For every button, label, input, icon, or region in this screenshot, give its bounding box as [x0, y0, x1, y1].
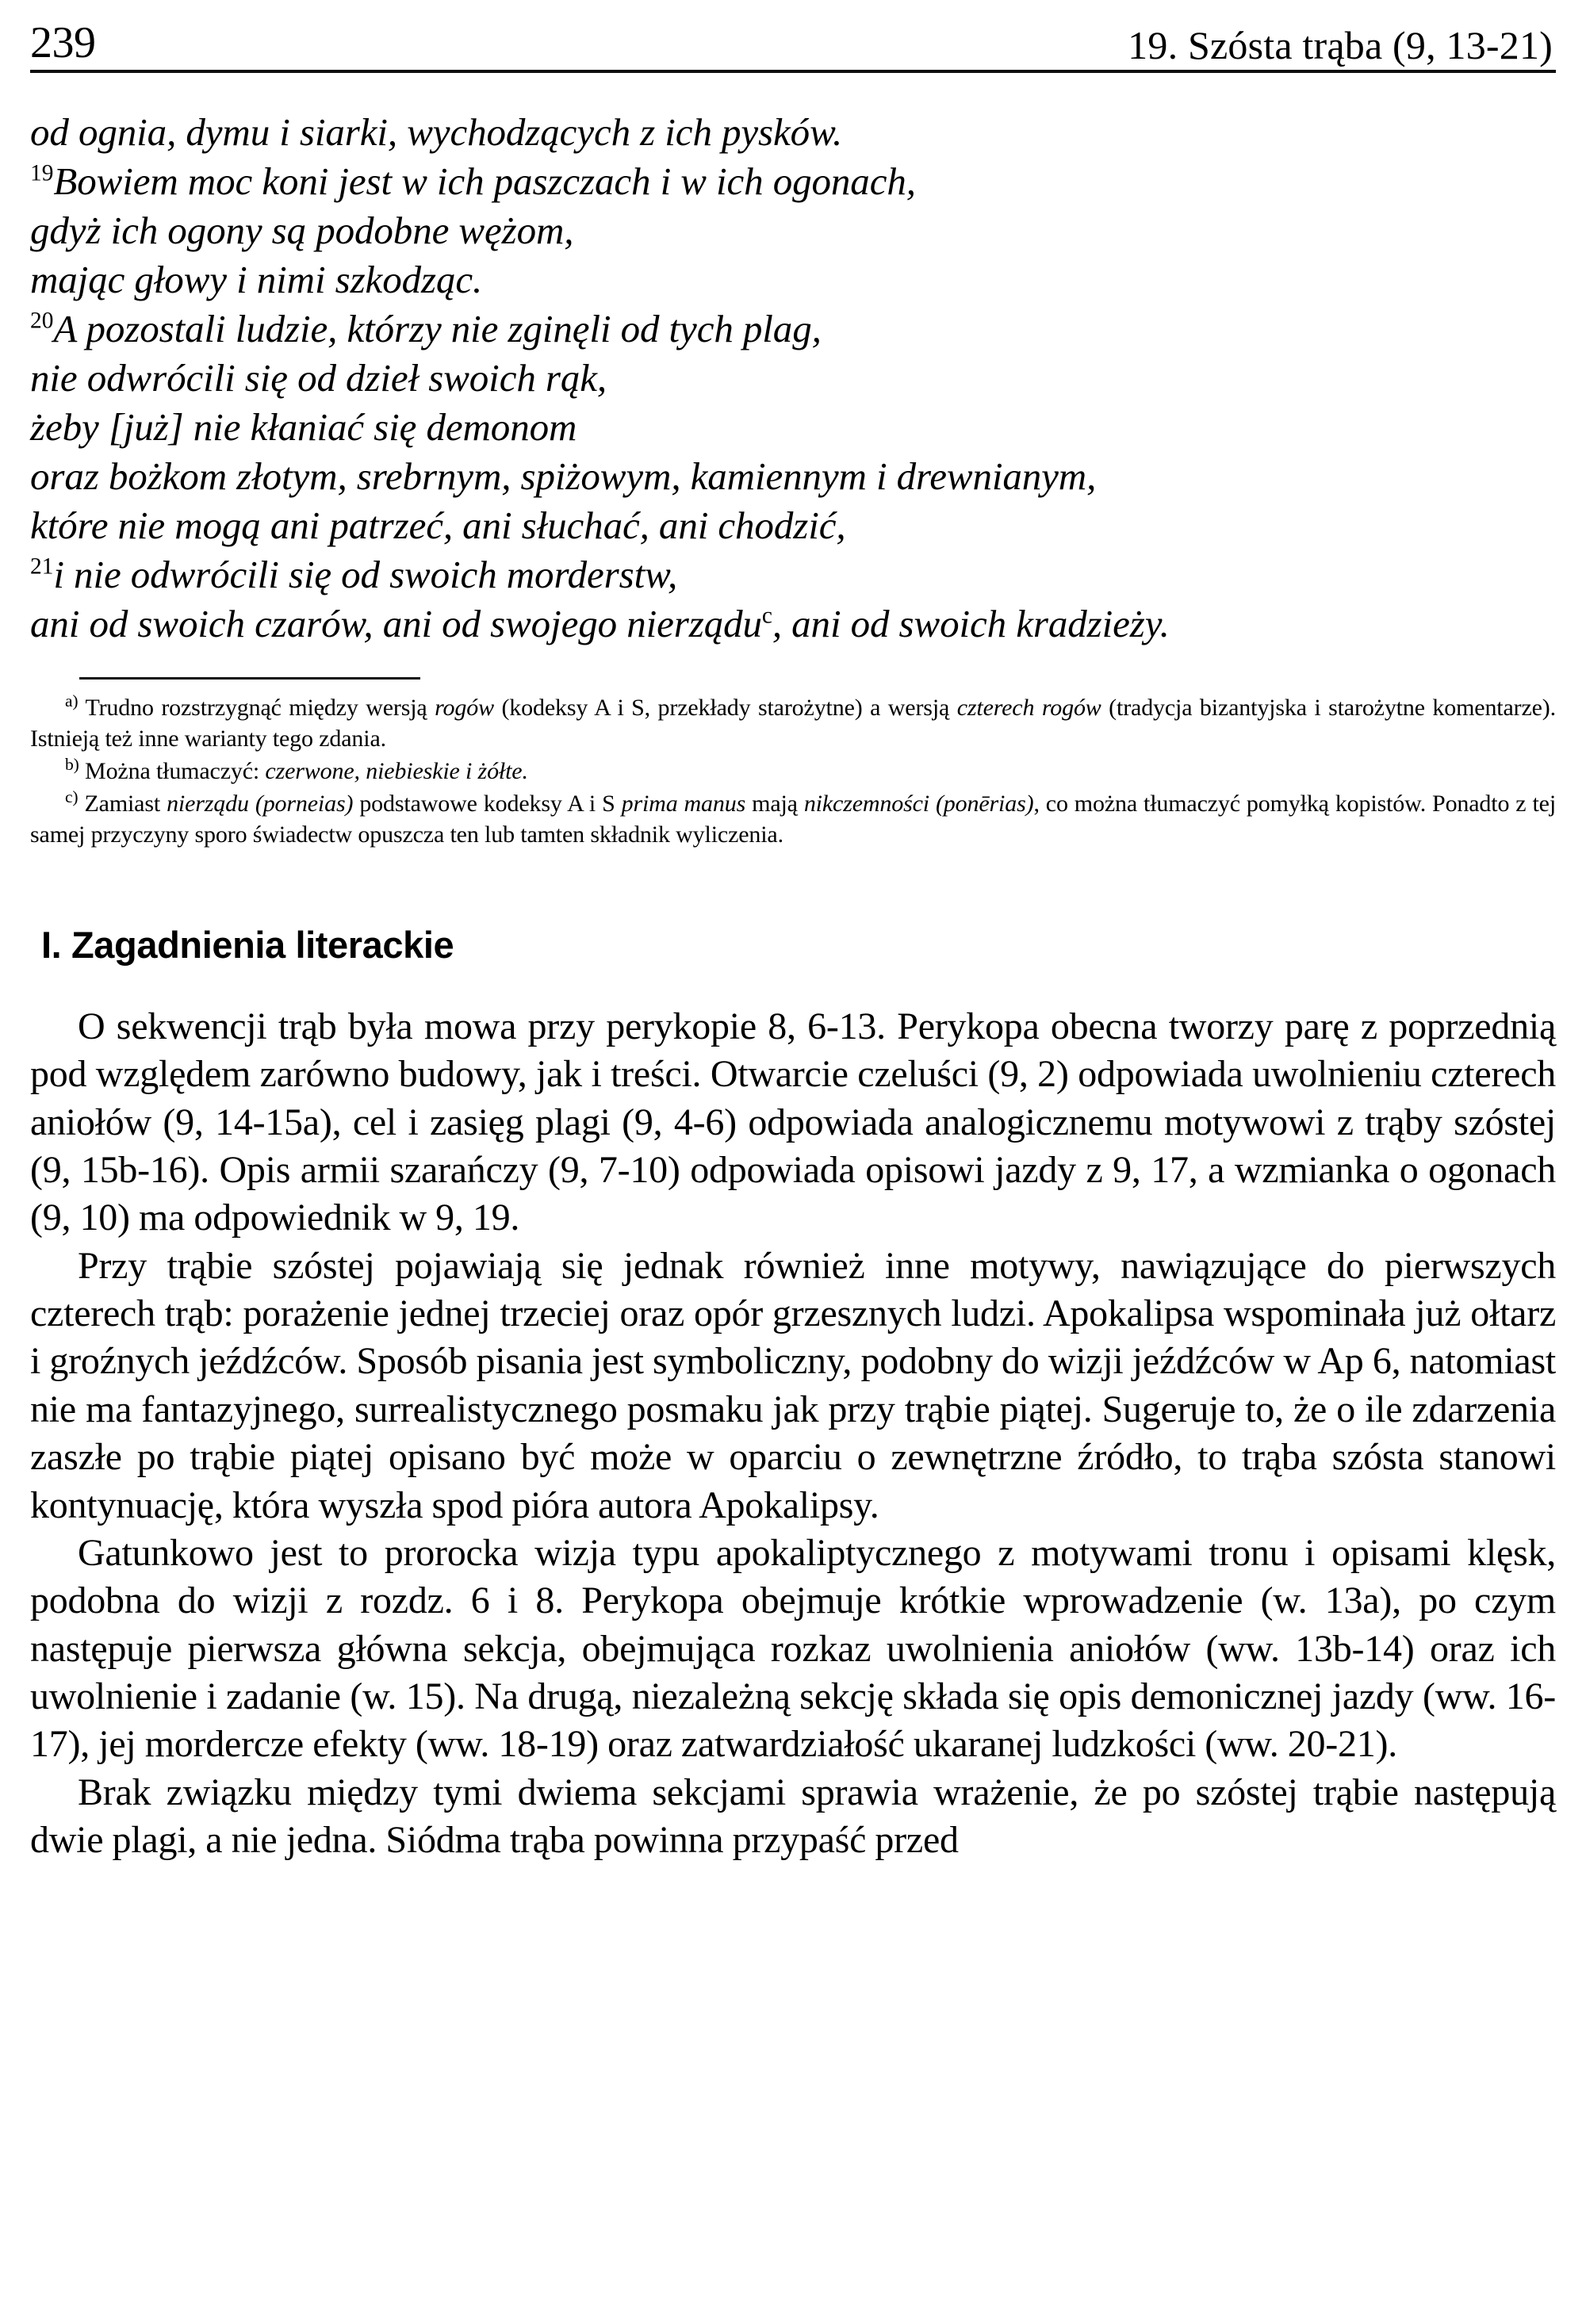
footnote-italic-term: czterech rogów — [956, 694, 1101, 721]
scripture-line: od ognia, dymu i siarki, wychodzących z ich pysków. — [30, 110, 843, 154]
footnote-italic-term: czerwone, niebieskie i żółte. — [265, 757, 528, 784]
scripture-line: oraz bożkom złotym, srebrnym, spiżowym, kamiennym i drewnianym, — [30, 454, 1097, 498]
footnote-marker: c) — [65, 787, 79, 806]
scripture-line: $^{19}$Bowiem moc koni jest w ich paszczach i w ich ogonach, — [30, 159, 916, 203]
scripture-line: gdyż ich ogony są podobne wężom, — [30, 208, 574, 252]
page-number: 239 — [30, 18, 96, 67]
scripture-line: nie odwrócili się od dzieł swoich rąk, — [30, 355, 607, 400]
running-head — [30, 0, 1556, 65]
body-paragraph: Gatunkowo jest to prorocka wizja typu apokaliptycznego z motywami tronu i opisami klęsk, podobna do wizji z rozdz. 6 i 8. Perykopa obejmuje krótkie wprowadzenie (w. 13a), po czym następuje pierwsza główna sekcja, obejmująca rozkaz uwolnienia aniołów (ww. 13b-14) oraz ich uwolnienie i zadanie (w. 15). Na drugą, niezależną sekcję składa się opis demonicznej jazdy (ww. 16-17), jej mordercze efekty (ww. 18-19) oraz zatwardziałość ukaranej ludzkości (ww. 20-21). — [30, 1531, 1556, 1766]
footnote-italic-term: nierządu (porneias) — [167, 790, 354, 817]
verse-number: 19 — [30, 160, 54, 186]
scripture-line: mając głowy i nimi szkodząc. — [30, 257, 483, 301]
footnote-entry: $^{c)}$ Zamiast nierządu (porneias) podstawowe kodeksy A i S prima manus mają nikczemności (ponērias), co można tłumaczyć pomyłką kopistów. Ponadto z tej samej przyczyny sporo świadectw opuszcza ten lub tamten składnik wyliczenia. — [30, 787, 1557, 848]
verse-number: 21 — [30, 553, 54, 580]
footnote-marker: a) — [65, 691, 79, 710]
scripture-quotation — [30, 108, 1556, 649]
body-text — [30, 1003, 1556, 1865]
footnote-entry: $^{b)}$ Można tłumaczyć: czerwone, niebieskie i żółte. — [65, 754, 528, 784]
footnote-entry: $^{a)}$ Trudno rozstrzygnąć między wersją rogów (kodeksy A i S, przekłady starożytne) a wersją czterech rogów (tradycja bizantyjska i starożytne komentarze). Istnieją też inne warianty tego zdania. — [30, 691, 1557, 752]
body-paragraph: O sekwencji trąb była mowa przy perykopie 8, 6-13. Perykopa obecna tworzy parę z poprzednią pod względem zarówno budowy, jak i treści. Otwarcie czeluści (9, 2) odpowiada uwolnieniu czterech aniołów (9, 14-15a), cel i zasięg plagi (9, 4-6) odpowiada analogicznemu motywowi z trąby szóstej (9, 15b-16). Opis armii szarańczy (9, 7-10) odpowiada opisowi jazdy z 9, 17, a wzmianka o ogonach (9, 10) ma odpowiednik w 9, 19. — [30, 1005, 1556, 1239]
scripture-line: $^{21}$i nie odwrócili się od swoich morderstw, — [30, 552, 678, 596]
scripture-line: które nie mogą ani patrzeć, ani słuchać, ani chodzić, — [30, 503, 846, 547]
footnote-apparatus — [30, 692, 1556, 850]
section-heading: I. Zagadnienia literackie — [41, 923, 454, 966]
footnote-italic-term: nikczemności (ponērias) — [803, 790, 1034, 817]
running-title: 19. Szósta trąba (9, 13-21) — [1128, 23, 1553, 67]
scripture-line: ani od swoich czarów, ani od swojego nierządu$^c$, ani od swoich kradzieży. — [30, 601, 1170, 645]
scripture-line: $^{20}$A pozostali ludzie, którzy nie zginęli od tych plag, — [30, 306, 822, 350]
footnote-rule — [79, 677, 420, 680]
body-paragraph: Przy trąbie szóstej pojawiają się jednak również inne motywy, nawiązujące do pierwszych czterech trąb: porażenie jednej trzeciej oraz opór grzesznych ludzi. Apokalipsa wspominała już ołtarz i groźnych jeźdźców. Sposób pisania jest symboliczny, podobny do wizji jeźdźców w Ap 6, natomiast nie ma fantazyjnego, surrealistycznego posmaku jak przy trąbie piątej. Sugeruje to, że o ile zdarzenia zaszłe po trąbie piątej opisano być może w oparciu o zewnętrzne źródło, to trąba szósta stanowi kontynuację, która wyszła spod pióra autora Apokalipsy. — [30, 1244, 1556, 1526]
footnote-reference[interactable]: c — [761, 603, 772, 629]
verse-number: 20 — [30, 308, 54, 334]
scripture-line: żeby [już] nie kłaniać się demonom — [30, 404, 577, 449]
header-rule — [30, 70, 1556, 73]
body-paragraph: Brak związku między tymi dwiema sekcjami sprawia wrażenie, że po szóstej trąbie następują dwie plagi, a nie jedna. Siódma trąba powinna przypaść przed — [30, 1771, 1556, 1862]
footnote-italic-term: prima manus — [621, 790, 746, 817]
footnote-italic-term: rogów — [435, 694, 494, 721]
footnote-marker: b) — [65, 754, 79, 774]
